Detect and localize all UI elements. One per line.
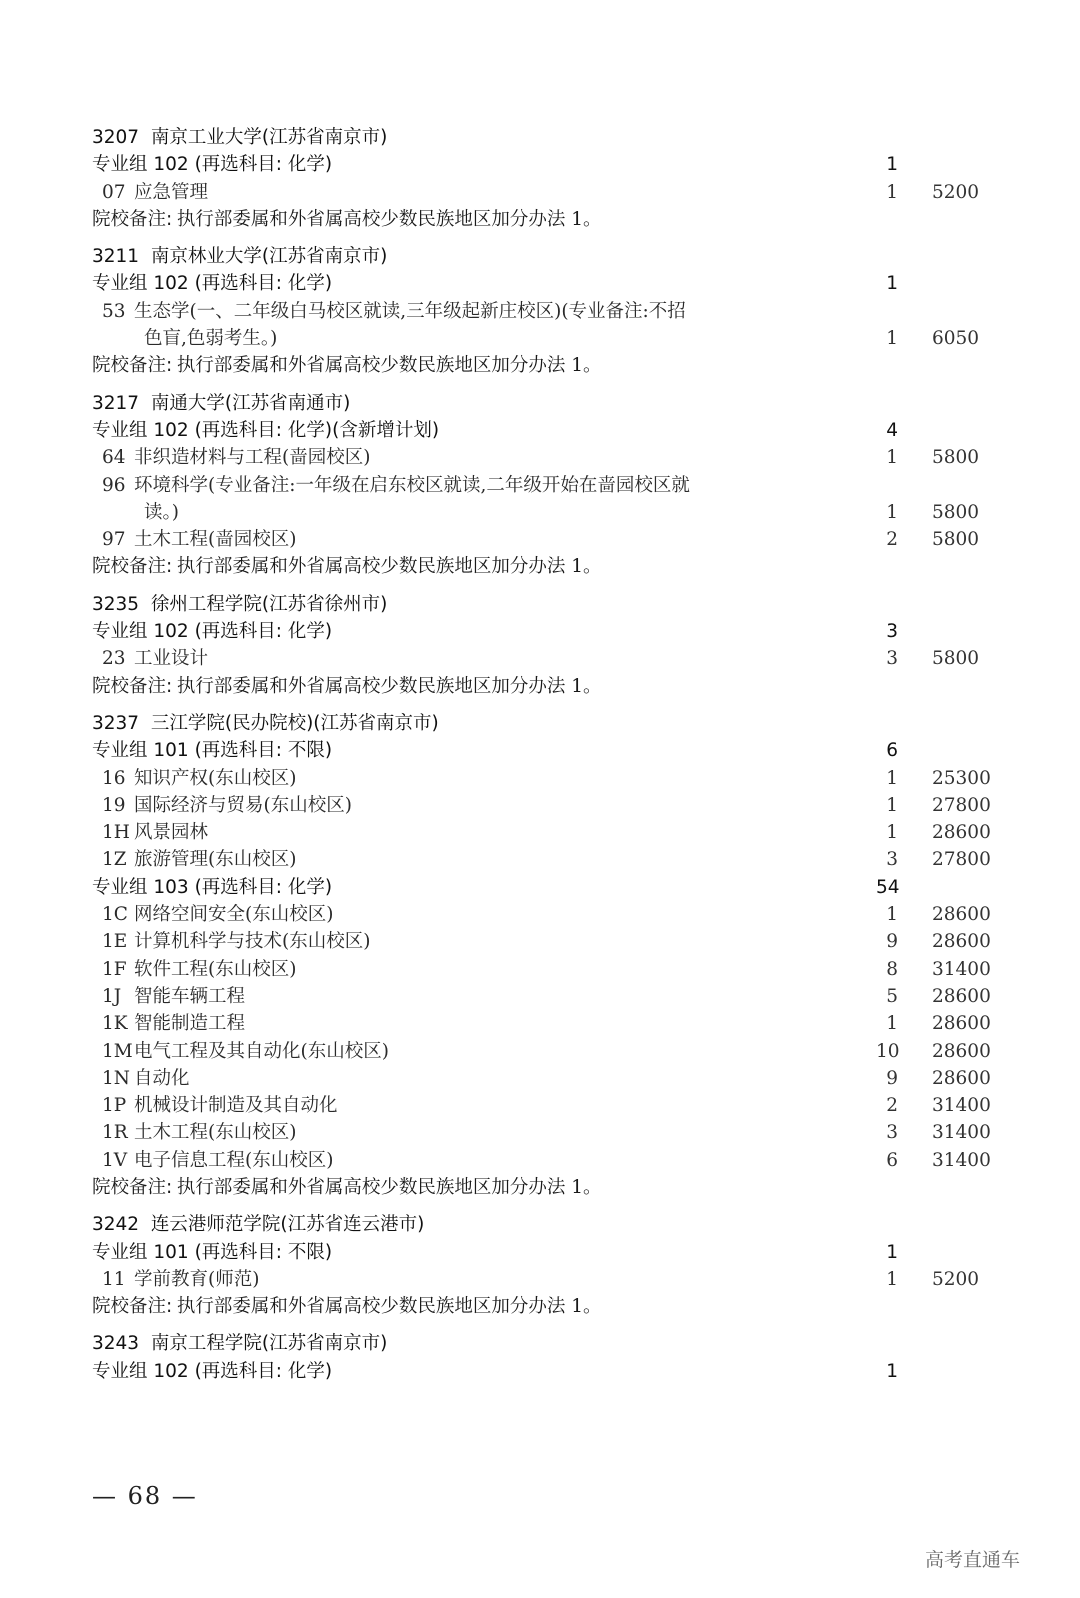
major-code: 16 xyxy=(102,767,126,789)
group-count: 1 xyxy=(886,154,898,176)
group-count: 4 xyxy=(886,419,898,441)
note-label: 院校备注: xyxy=(92,556,173,578)
major-fee: 31400 xyxy=(932,1122,991,1144)
major-count: 9 xyxy=(886,1067,898,1089)
school-block-3235 xyxy=(92,591,992,700)
major-count: 6 xyxy=(886,1149,898,1171)
school-block-3242 xyxy=(92,1211,992,1320)
major-row xyxy=(92,1092,992,1119)
major-count: 9 xyxy=(886,931,898,953)
group-label: 专业组 101 (再选科目: 不限) xyxy=(92,1241,333,1263)
major-name: 旅游管理(东山校区) xyxy=(134,849,297,871)
major-row xyxy=(92,298,992,325)
school-header xyxy=(92,710,992,737)
school-block-3237 xyxy=(92,710,992,1201)
major-name: 知识产权(东山校区) xyxy=(134,767,297,789)
major-code: 1J xyxy=(102,985,122,1007)
group-label: 专业组 102 (再选科目: 化学) xyxy=(92,621,333,643)
school-name: 连云港师范学院(江苏省连云港市) xyxy=(150,1214,425,1236)
major-count: 1 xyxy=(886,1013,898,1035)
major-group-header xyxy=(92,1239,992,1266)
major-row-continued xyxy=(92,499,992,526)
major-name: 电气工程及其自动化(东山校区) xyxy=(134,1040,389,1062)
school-code: 3237 xyxy=(92,712,140,734)
school-name: 南京工程学院(江苏省南京市) xyxy=(150,1333,388,1355)
group-count: 1 xyxy=(886,1241,898,1263)
group-count: 1 xyxy=(886,1360,898,1382)
major-row xyxy=(92,1147,992,1174)
school-header xyxy=(92,1330,992,1357)
major-count: 3 xyxy=(886,1122,898,1144)
major-name: 智能车辆工程 xyxy=(134,985,246,1007)
major-code: 1Z xyxy=(102,849,127,871)
major-name: 计算机科学与技术(东山校区) xyxy=(134,931,371,953)
major-name: 学前教育(师范) xyxy=(134,1268,260,1290)
major-count: 1 xyxy=(886,501,898,523)
major-fee: 5200 xyxy=(932,181,980,203)
school-note xyxy=(92,1293,992,1320)
school-block-3217 xyxy=(92,390,992,581)
major-group-header xyxy=(92,270,992,297)
major-code: 1E xyxy=(102,931,128,953)
major-count: 1 xyxy=(886,794,898,816)
major-group-header xyxy=(92,417,992,444)
school-code: 3235 xyxy=(92,593,140,615)
note-label: 院校备注: xyxy=(92,1296,173,1318)
major-count: 2 xyxy=(886,1095,898,1117)
major-fee: 28600 xyxy=(932,1067,991,1089)
major-code: 1V xyxy=(102,1149,128,1171)
major-name: 土木工程(啬园校区) xyxy=(134,529,297,551)
group-label: 专业组 103 (再选科目: 化学) xyxy=(92,876,333,898)
major-row xyxy=(92,846,992,873)
major-code: 64 xyxy=(102,447,126,469)
note-text: 执行部委属和外省属高校少数民族地区加分办法 1。 xyxy=(176,208,602,230)
group-count: 6 xyxy=(886,740,898,762)
major-name: 软件工程(东山校区) xyxy=(134,958,297,980)
school-code: 3207 xyxy=(92,127,140,148)
major-row xyxy=(92,1010,992,1037)
major-row xyxy=(92,1266,992,1293)
school-name: 南通大学(江苏省南通市) xyxy=(150,392,351,414)
watermark-text: 高考直通车 xyxy=(925,1549,1021,1571)
major-row xyxy=(92,1038,992,1065)
group-count: 3 xyxy=(886,621,898,643)
major-name: 风景园林 xyxy=(134,822,209,844)
major-code: 96 xyxy=(102,474,126,496)
school-header xyxy=(92,243,992,270)
major-name: 工业设计 xyxy=(134,648,209,670)
page-number: — 68 — xyxy=(92,1482,198,1510)
major-fee: 5800 xyxy=(932,529,980,551)
major-fee: 28600 xyxy=(932,822,991,844)
note-label: 院校备注: xyxy=(92,355,173,377)
major-row xyxy=(92,819,992,846)
major-count: 3 xyxy=(886,648,898,670)
group-label: 专业组 102 (再选科目: 化学) xyxy=(92,1360,333,1382)
school-name: 南京工业大学(江苏省南京市) xyxy=(150,127,388,148)
major-name: 土木工程(东山校区) xyxy=(134,1122,297,1144)
major-fee: 5800 xyxy=(932,648,980,670)
major-name-continued: 读。) xyxy=(144,501,179,523)
school-note xyxy=(92,673,992,700)
major-name: 电子信息工程(东山校区) xyxy=(134,1149,334,1171)
major-count: 1 xyxy=(886,904,898,926)
major-count: 2 xyxy=(886,529,898,551)
major-fee: 27800 xyxy=(932,794,991,816)
major-name: 机械设计制造及其自动化 xyxy=(134,1095,338,1117)
group-label: 专业组 101 (再选科目: 不限) xyxy=(92,740,333,762)
document-page xyxy=(92,124,992,1385)
major-count: 3 xyxy=(886,849,898,871)
school-note xyxy=(92,553,992,580)
school-code: 3211 xyxy=(92,246,140,268)
major-count: 1 xyxy=(886,822,898,844)
school-block-3243 xyxy=(92,1330,992,1385)
major-row xyxy=(92,179,992,206)
group-label: 专业组 102 (再选科目: 化学) xyxy=(92,154,333,176)
major-row xyxy=(92,1119,992,1146)
major-group-header xyxy=(92,151,992,178)
school-note xyxy=(92,206,992,233)
school-header xyxy=(92,591,992,618)
major-count: 5 xyxy=(886,985,898,1007)
major-fee: 31400 xyxy=(932,958,991,980)
major-fee: 5800 xyxy=(932,501,980,523)
school-header xyxy=(92,390,992,417)
major-code: 19 xyxy=(102,794,126,816)
major-name: 环境科学(专业备注:一年级在启东校区就读,二年级开始在啬园校区就 xyxy=(134,474,690,496)
major-count: 1 xyxy=(886,181,898,203)
major-group-header xyxy=(92,737,992,764)
note-text: 执行部委属和外省属高校少数民族地区加分办法 1。 xyxy=(176,355,602,377)
group-label: 专业组 102 (再选科目: 化学)(含新增计划) xyxy=(92,419,440,441)
major-code: 1K xyxy=(102,1013,128,1035)
major-name: 应急管理 xyxy=(134,181,209,203)
major-fee: 27800 xyxy=(932,849,991,871)
major-row xyxy=(92,901,992,928)
school-code: 3217 xyxy=(92,392,140,414)
school-code: 3242 xyxy=(92,1214,140,1236)
major-row xyxy=(92,1065,992,1092)
major-row-continued xyxy=(92,325,992,352)
major-count: 8 xyxy=(886,958,898,980)
major-row xyxy=(92,956,992,983)
group-count: 1 xyxy=(886,273,898,295)
major-count: 1 xyxy=(886,1268,898,1290)
school-block-3211 xyxy=(92,243,992,379)
major-code: 53 xyxy=(102,300,126,322)
major-group-header xyxy=(92,1358,992,1385)
note-text: 执行部委属和外省属高校少数民族地区加分办法 1。 xyxy=(176,675,602,697)
note-text: 执行部委属和外省属高校少数民族地区加分办法 1。 xyxy=(176,1176,602,1198)
major-code: 1F xyxy=(102,958,127,980)
major-code: 97 xyxy=(102,529,126,551)
major-name: 自动化 xyxy=(134,1067,190,1089)
major-fee: 31400 xyxy=(932,1149,991,1171)
major-fee: 28600 xyxy=(932,904,991,926)
major-code: 1R xyxy=(102,1122,128,1144)
major-row xyxy=(92,765,992,792)
major-name: 网络空间安全(东山校区) xyxy=(134,904,334,926)
major-fee: 28600 xyxy=(932,1013,991,1035)
note-label: 院校备注: xyxy=(92,675,173,697)
school-code: 3243 xyxy=(92,1333,140,1355)
major-name-continued: 色盲,色弱考生。) xyxy=(144,328,278,350)
major-count: 10 xyxy=(876,1040,900,1062)
school-header xyxy=(92,124,992,151)
school-note xyxy=(92,352,992,379)
major-count: 1 xyxy=(886,447,898,469)
major-name: 非织造材料与工程(啬园校区) xyxy=(134,447,371,469)
major-name: 国际经济与贸易(东山校区) xyxy=(134,794,352,816)
major-fee: 5200 xyxy=(932,1268,980,1290)
major-group-header xyxy=(92,618,992,645)
major-row xyxy=(92,928,992,955)
school-name: 三江学院(民办院校)(江苏省南京市) xyxy=(150,712,439,734)
major-name: 智能制造工程 xyxy=(134,1013,246,1035)
major-name: 生态学(一、二年级白马校区就读,三年级起新庄校区)(专业备注:不招 xyxy=(134,300,686,322)
major-code: 1H xyxy=(102,822,130,844)
major-fee: 5800 xyxy=(932,447,980,469)
group-count: 54 xyxy=(876,876,900,898)
note-text: 执行部委属和外省属高校少数民族地区加分办法 1。 xyxy=(176,556,602,578)
major-row xyxy=(92,645,992,672)
major-code: 1C xyxy=(102,904,128,926)
major-fee: 28600 xyxy=(932,1040,991,1062)
major-code: 1M xyxy=(102,1040,133,1062)
major-count: 1 xyxy=(886,767,898,789)
note-text: 执行部委属和外省属高校少数民族地区加分办法 1。 xyxy=(176,1296,602,1318)
major-row xyxy=(92,526,992,553)
major-row xyxy=(92,983,992,1010)
major-fee: 31400 xyxy=(932,1095,991,1117)
school-block-3207 xyxy=(92,124,992,233)
major-row xyxy=(92,444,992,471)
note-label: 院校备注: xyxy=(92,1176,173,1198)
school-header xyxy=(92,1211,992,1238)
major-fee: 6050 xyxy=(932,328,980,350)
major-code: 11 xyxy=(102,1268,126,1290)
major-code: 1N xyxy=(102,1067,130,1089)
major-row xyxy=(92,472,992,499)
major-code: 1P xyxy=(102,1095,127,1117)
school-note xyxy=(92,1174,992,1201)
major-count: 1 xyxy=(886,328,898,350)
note-label: 院校备注: xyxy=(92,208,173,230)
major-code: 23 xyxy=(102,648,126,670)
major-fee: 28600 xyxy=(932,931,991,953)
school-name: 徐州工程学院(江苏省徐州市) xyxy=(150,593,388,615)
school-name: 南京林业大学(江苏省南京市) xyxy=(150,246,388,268)
major-code: 07 xyxy=(102,181,126,203)
major-fee: 28600 xyxy=(932,985,991,1007)
major-group-header xyxy=(92,874,992,901)
group-label: 专业组 102 (再选科目: 化学) xyxy=(92,273,333,295)
major-fee: 25300 xyxy=(932,767,991,789)
major-row xyxy=(92,792,992,819)
